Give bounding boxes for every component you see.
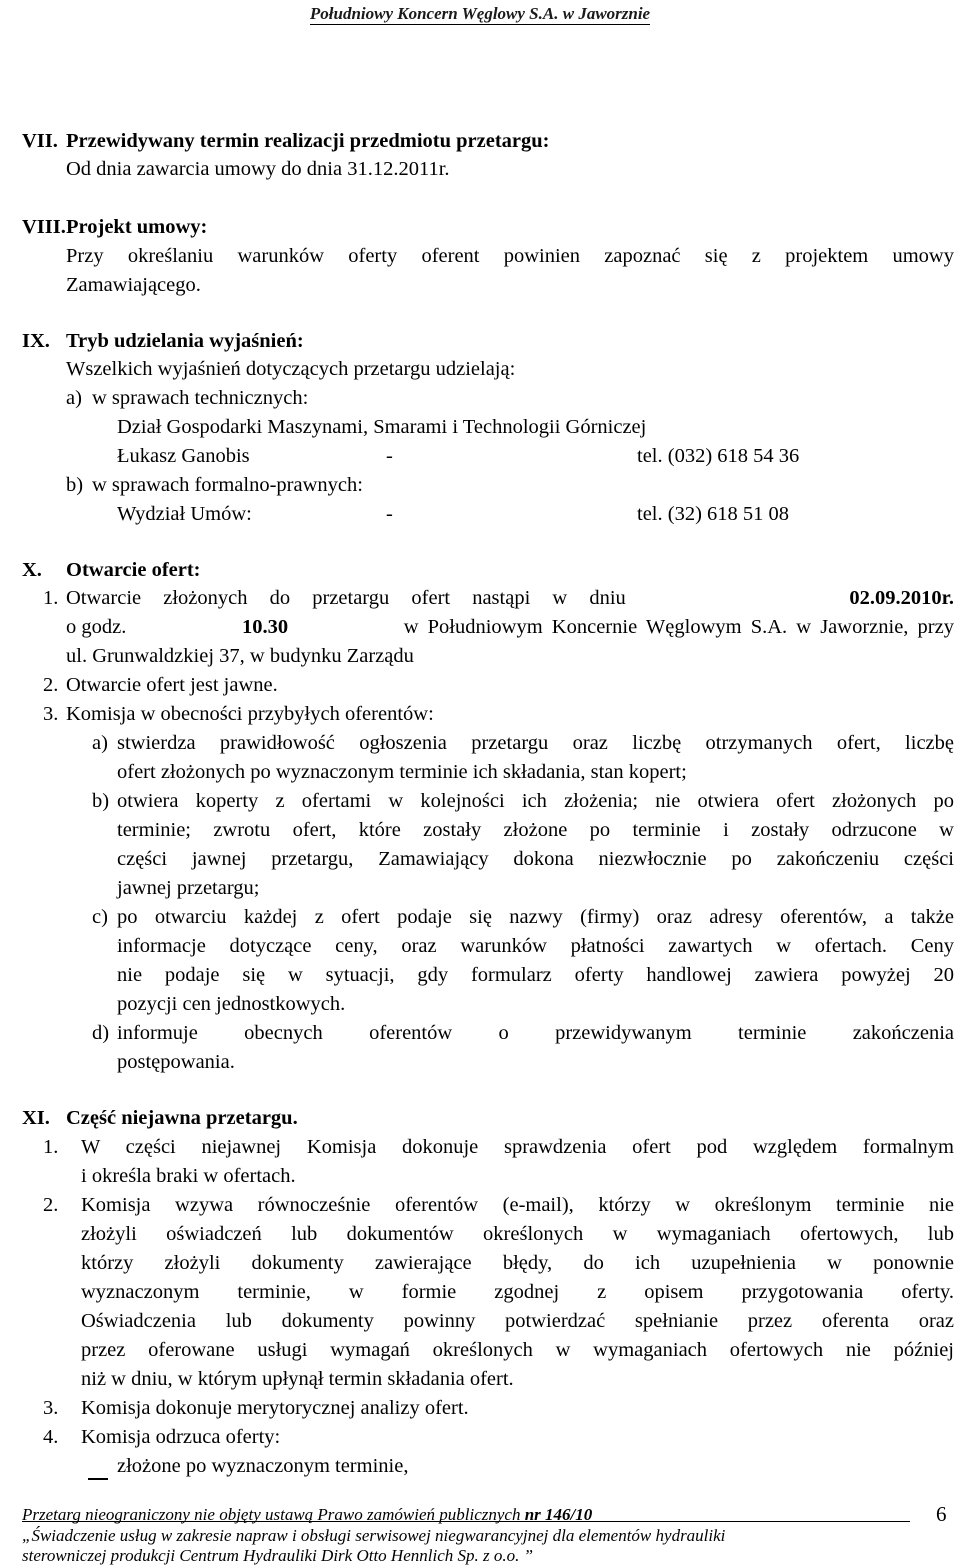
sec9-a-text: w sprawach technicznych: xyxy=(92,387,309,409)
sec10-b-line2: terminie; zwrotu ofert, które zostały złożone po terminie i zostały odrzucone w xyxy=(117,819,954,841)
sec11-number: XI. xyxy=(22,1107,50,1129)
sec9-a-label: a) xyxy=(66,387,82,409)
sec11-item2-line3: którzy złożyli dokumenty zawierające błędy, do ich uzupełnienia w ponownie xyxy=(81,1252,954,1274)
sec10-d-line1: informuje obecnych oferentów o przewidywanym terminie zakończenia xyxy=(117,1022,954,1044)
sec8-title: Projekt umowy: xyxy=(66,216,208,238)
sec10-c-line3: nie podaje się w sytuacji, gdy formularz oferty handlowej zawiera powyżej 20 xyxy=(117,964,954,986)
sec10-d-line2: postępowania. xyxy=(117,1051,235,1073)
sec11-item4-number: 4. xyxy=(43,1426,59,1448)
sec8-line1: Przy określaniu warunków oferty oferent powinien zapoznać się z projektem umowy xyxy=(66,245,954,267)
sec11-item2-line7: niż w dniu, w którym upłynął termin składania ofert. xyxy=(81,1368,514,1390)
sec10-c-line4: pozycji cen jednostkowych. xyxy=(117,993,346,1015)
sec10-item1-line2 xyxy=(66,616,954,639)
sec11-item3: Komisja dokonuje merytorycznej analizy ofert. xyxy=(81,1397,469,1419)
sec11-item1-line1: W części niejawnej Komisja dokonuje sprawdzenia ofert pod względem formalnym xyxy=(81,1136,954,1158)
sec10-item1-date: 02.09.2010r. xyxy=(849,587,954,609)
sec10-c-line1: po otwarciu każdej z ofert podaje się nazwy (firmy) oraz adresy oferentów, a także xyxy=(117,906,954,928)
footer-line1 xyxy=(22,1505,592,1525)
sec10-item1-line1-text: Otwarcie złożonych do przetargu ofert nastąpi w dniu xyxy=(66,587,626,609)
sec7-title: Przewidywany termin realizacji przedmiotu przetargu: xyxy=(66,130,550,152)
sec11-item2-line1: Komisja wzywa równocześnie oferentów (e-mail), którzy w określonym terminie nie xyxy=(81,1194,954,1216)
sec10-a-line2: ofert złożonych po wyznaczonym terminie ich składania, stan kopert; xyxy=(117,761,687,783)
sec10-item1-line1 xyxy=(66,587,954,610)
sec11-title: Część niejawna przetargu. xyxy=(66,1107,298,1129)
footer-line2: „Świadczenie usług w zakresie napraw i obsługi serwisowej niegwarancyjnej dla elementów hydrauliki xyxy=(22,1526,726,1545)
sec10-item2-number: 2. xyxy=(43,674,59,696)
sec8-number: VIII. xyxy=(22,216,66,238)
sec10-b-line3: części jawnej przetargu, Zamawiający dokona niezwłocznie po zakończeniu części xyxy=(117,848,954,870)
sec11-item2-line4: wyznaczonym terminie, w formie zgodnej z opisem przygotowania oferty. xyxy=(81,1281,954,1303)
sec11-item1-line2: i określa braki w ofertach. xyxy=(81,1165,296,1187)
sec10-a-label: a) xyxy=(92,732,108,754)
header-title: Południowy Koncern Węglowy S.A. w Jaworznie xyxy=(309,4,651,23)
sec11-item3-number: 3. xyxy=(43,1397,59,1419)
sec7-text: Od dnia zawarcia umowy do dnia 31.12.2011r. xyxy=(66,158,450,180)
sec10-b-line4: jawnej przetargu; xyxy=(117,877,260,899)
sec10-item3-number: 3. xyxy=(43,703,59,725)
sec10-a-line1: stwierdza prawidłowość ogłoszenia przetargu oraz liczbę otrzymanych ofert, liczbę xyxy=(117,732,954,754)
sec9-number: IX. xyxy=(22,330,50,352)
sec10-item1-line2-text: w Południowym Koncernie Węglowym S.A. w Jaworznie, przy xyxy=(403,616,954,638)
sec9-b-text: w sprawach formalno-prawnych: xyxy=(92,474,363,496)
footer-line3: sterowniczej produkcji Centrum Hydrauliki Dirk Otto Hennlich Sp. z o.o. ” xyxy=(22,1546,534,1565)
sec9-b-tel: tel. (32) 618 51 08 xyxy=(637,503,790,525)
sec11-item2-line2: złożyli oświadczeń lub dokumentów określonych w wymaganiach ofertowych, lub xyxy=(81,1223,954,1245)
sec10-title: Otwarcie ofert: xyxy=(66,559,201,581)
sec9-b-label: b) xyxy=(66,474,84,496)
sec9-a-dept: Dział Gospodarki Maszynami, Smarami i Technologii Górniczej xyxy=(117,416,647,438)
sec11-item2-line6: przez oferowane usługi wymagań określonych w wymaganiach ofertowych nie później xyxy=(81,1339,954,1361)
sec10-item2: Otwarcie ofert jest jawne. xyxy=(66,674,278,696)
sec7-number: VII. xyxy=(22,130,58,152)
sec8-line2: Zamawiającego. xyxy=(66,274,201,296)
sec9-intro: Wszelkich wyjaśnień dotyczących przetargu udzielają: xyxy=(66,358,516,380)
sec9-title: Tryb udzielania wyjaśnień: xyxy=(66,330,304,352)
footer-line1-text: Przetarg nieograniczony nie objęty ustawą Prawo zamówień publicznych xyxy=(22,1505,521,1524)
sec11-item1-number: 1. xyxy=(43,1136,59,1158)
sec9-b-dept: Wydział Umów: xyxy=(117,503,252,525)
sec10-b-label: b) xyxy=(92,790,110,812)
sec11-bullet: złożone po wyznaczonym terminie, xyxy=(117,1455,409,1477)
sec11-item4: Komisja odrzuca oferty: xyxy=(81,1426,281,1448)
sec9-a-tel: tel. (032) 618 54 36 xyxy=(637,445,800,467)
sec10-b-line1: otwiera koperty z ofertami w kolejności ich złożenia; nie otwiera ofert złożonych po xyxy=(117,790,954,812)
sec11-item2-number: 2. xyxy=(43,1194,59,1216)
sec10-item3: Komisja w obecności przybyłych oferentów: xyxy=(66,703,434,725)
bullet-dash-icon xyxy=(88,1478,108,1480)
sec10-number: X. xyxy=(22,559,42,581)
page-number: 6 xyxy=(936,1502,947,1526)
footer-line1-number: nr 146/10 xyxy=(524,1505,593,1524)
sec9-a-dash: - xyxy=(386,445,393,467)
sec10-item1-number: 1. xyxy=(43,587,59,609)
sec10-c-label: c) xyxy=(92,906,108,928)
sec10-c-line2: informacje dotyczące ceny, oraz warunków płatności zawartych w ofertach. Ceny xyxy=(117,935,954,957)
sec9-a-person: Łukasz Ganobis xyxy=(117,445,250,467)
sec10-item1-line3: ul. Grunwaldzkiej 37, w budynku Zarządu xyxy=(66,645,414,667)
sec10-item1-line2-prefix: o godz. xyxy=(66,616,127,638)
page-header xyxy=(0,4,960,24)
sec11-item2-line5: Oświadczenia lub dokumenty powinny potwierdzać spełnianie przez oferenta oraz xyxy=(81,1310,954,1332)
sec10-item1-time: 10.30 xyxy=(241,616,289,638)
sec10-d-label: d) xyxy=(92,1022,110,1044)
sec9-b-dash: - xyxy=(386,503,393,525)
